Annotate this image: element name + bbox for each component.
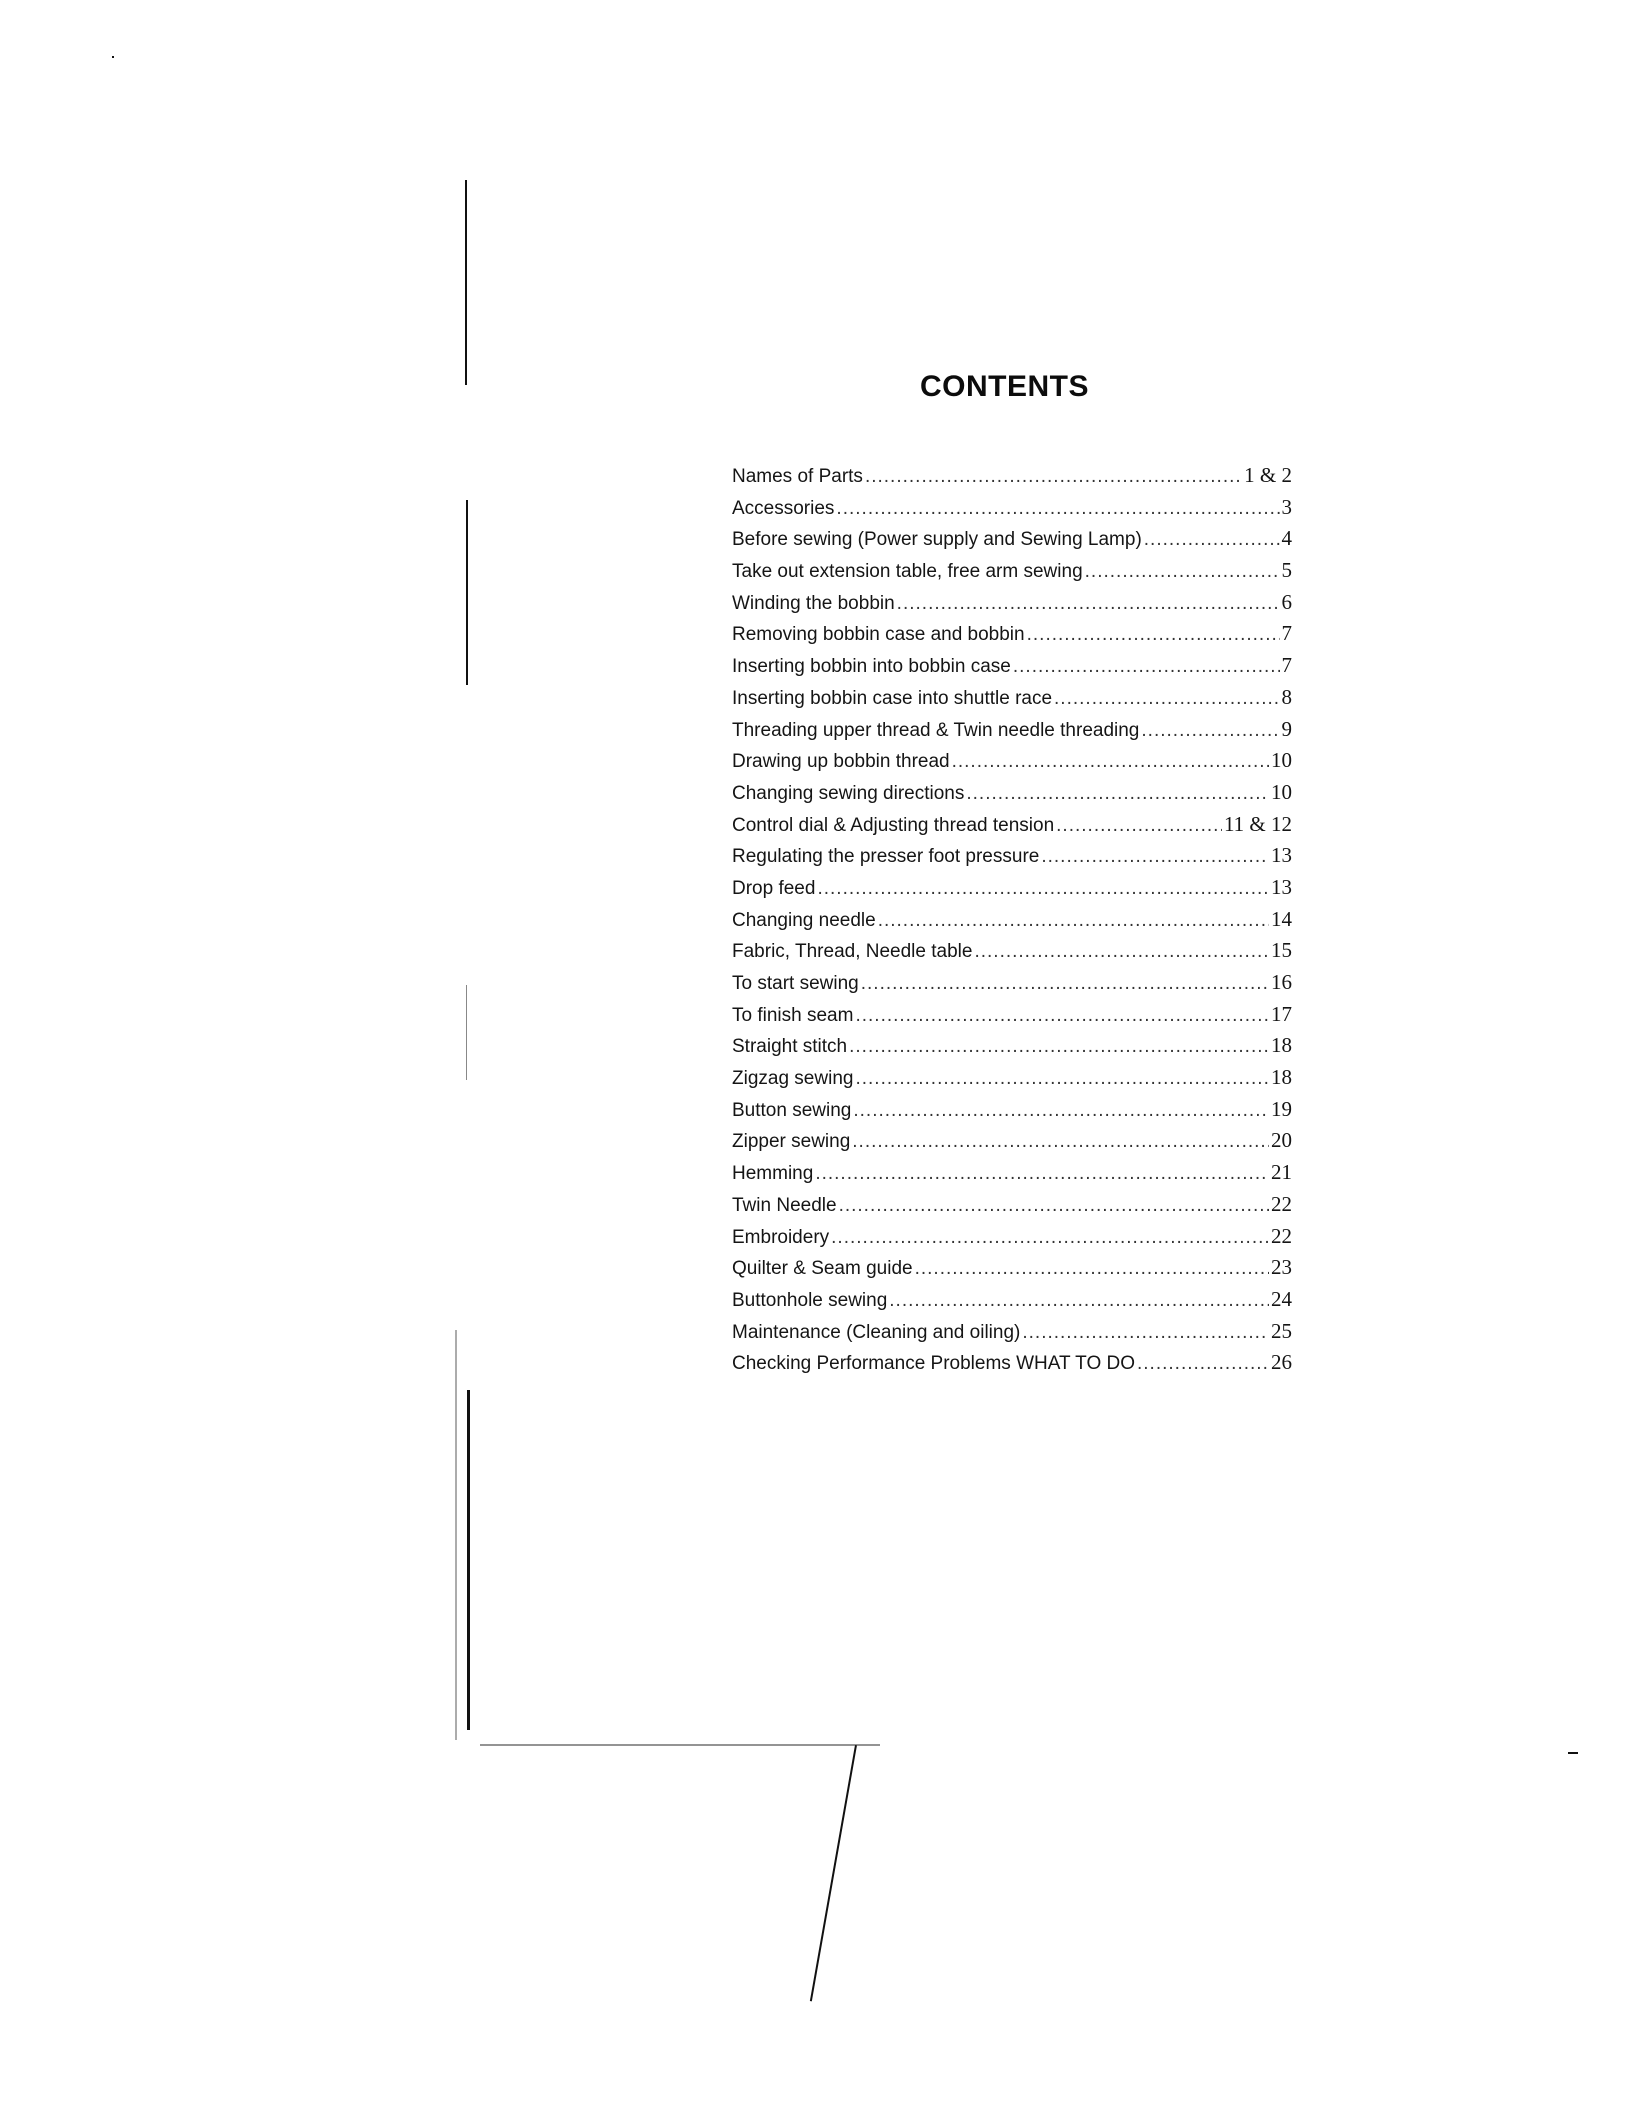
toc-dot-leader: [1054, 683, 1279, 715]
toc-entry-label: Changing sewing directions: [732, 782, 965, 804]
toc-entry-page: 18: [1271, 1033, 1292, 1058]
toc-entry: [732, 872, 1292, 904]
toc-entry: [732, 1252, 1292, 1284]
scan-edge-line-top: [465, 180, 467, 385]
toc-entry-page: 1 & 2: [1244, 463, 1292, 487]
toc-entry: [732, 587, 1292, 619]
toc-entry-label: Inserting bobbin case into shuttle race: [732, 687, 1053, 709]
toc-entry-page: 23: [1271, 1255, 1292, 1280]
toc-entry-page: 13: [1271, 874, 1292, 899]
toc-entry-page: 25: [1271, 1318, 1292, 1343]
toc-entry-label: Names of Parts: [732, 466, 863, 487]
toc-entry: [732, 523, 1292, 555]
toc-entry-page: 22: [1271, 1223, 1292, 1248]
toc-entry-label: Quilter & Seam guide: [732, 1258, 913, 1280]
toc-entry: [732, 618, 1292, 650]
toc-entry: [732, 682, 1292, 714]
toc-entry-label: Before sewing (Power supply and Sewing Lamp): [732, 529, 1142, 551]
toc-dot-leader: [817, 873, 1269, 905]
toc-dot-leader: [836, 493, 1279, 525]
toc-entry-page: 14: [1271, 906, 1292, 931]
toc-entry: [732, 555, 1292, 587]
toc-entry: [732, 1189, 1292, 1221]
toc-entry-label: Regulating the presser foot pressure: [732, 846, 1040, 868]
toc-entry: [732, 935, 1292, 967]
toc-entry-page: 7: [1281, 621, 1292, 646]
toc-entry-page: 9: [1281, 716, 1292, 741]
scan-fold-line: [810, 1745, 857, 2001]
toc-entry-page: 10: [1271, 748, 1292, 773]
toc-entry-page: 7: [1281, 653, 1292, 678]
toc-entry-page: 18: [1271, 1065, 1292, 1090]
toc-dot-leader: [966, 778, 1269, 810]
page-title: CONTENTS: [920, 370, 1089, 403]
toc-dot-leader: [855, 1000, 1269, 1032]
scan-edge-line-bottom: [467, 1390, 470, 1730]
toc-dot-leader: [865, 461, 1242, 493]
toc-entry: [732, 1062, 1292, 1094]
toc-entry-label: Buttonhole sewing: [732, 1289, 888, 1311]
toc-dot-leader: [1013, 651, 1280, 683]
toc-entry-label: To start sewing: [732, 973, 859, 994]
toc-entry-label: Changing needle: [732, 909, 876, 931]
toc-entry: [732, 1157, 1292, 1189]
toc-entry-label: Drawing up bobbin thread: [732, 751, 950, 773]
toc-entry-label: Threading upper thread & Twin needle threading: [732, 719, 1140, 741]
toc-entry: [732, 1284, 1292, 1316]
toc-entry-label: Inserting bobbin into bobbin case: [732, 656, 1011, 678]
toc-entry: [732, 650, 1292, 682]
toc-dot-leader: [952, 746, 1269, 778]
toc-dot-leader: [889, 1285, 1269, 1317]
toc-entry: [732, 809, 1292, 841]
toc-dot-leader: [855, 1063, 1269, 1095]
toc-entry-page: 3: [1281, 494, 1292, 519]
toc-entry: [732, 999, 1292, 1031]
toc-entry-page: 15: [1271, 938, 1292, 963]
toc-dot-leader: [1056, 810, 1222, 842]
toc-dot-leader: [852, 1126, 1269, 1158]
toc-entry-page: 19: [1271, 1096, 1292, 1121]
toc-entry-label: Twin Needle: [732, 1194, 837, 1216]
scan-edge-speckle: [455, 1330, 457, 1740]
toc-entry-label: Zigzag sewing: [732, 1068, 854, 1090]
toc-entry-label: To finish seam: [732, 1004, 854, 1026]
toc-entry-page: 16: [1271, 970, 1292, 994]
toc-entry-page: 24: [1271, 1286, 1292, 1311]
toc-entry: [732, 460, 1292, 492]
toc-dot-leader: [974, 936, 1269, 968]
toc-dot-leader: [878, 905, 1269, 937]
toc-dot-leader: [1137, 1348, 1269, 1380]
toc-entry: [732, 967, 1292, 999]
toc-entry: [732, 1221, 1292, 1253]
toc-entry-label: Accessories: [732, 497, 835, 519]
scan-dot: [112, 56, 114, 58]
toc-dot-leader: [915, 1253, 1269, 1285]
toc-entry: [732, 1094, 1292, 1126]
toc-dot-leader: [897, 588, 1280, 620]
toc-dot-leader: [815, 1158, 1269, 1190]
toc-entry-page: 22: [1271, 1191, 1292, 1216]
toc-dot-leader: [1027, 619, 1280, 651]
toc-entry-label: Winding the bobbin: [732, 592, 895, 614]
toc-entry-page: 4: [1281, 526, 1292, 551]
toc-entry-label: Embroidery: [732, 1226, 830, 1248]
toc-entry-page: 5: [1281, 558, 1292, 583]
scan-edge-line-lower: [466, 985, 467, 1080]
toc-entry-label: Take out extension table, free arm sewing: [732, 561, 1083, 583]
toc-entry: [732, 1316, 1292, 1348]
toc-entry-label: Control dial & Adjusting thread tension: [732, 814, 1055, 836]
toc-entry-label: Drop feed: [732, 877, 816, 899]
toc-entry-page: 13: [1271, 843, 1292, 868]
toc-entry-label: Checking Performance Problems WHAT TO DO: [732, 1353, 1135, 1375]
toc-dot-leader: [1085, 556, 1280, 588]
toc-entry-label: Fabric, Thread, Needle table: [732, 941, 973, 963]
toc-dot-leader: [831, 1222, 1269, 1254]
toc-entry-page: 17: [1271, 1001, 1292, 1026]
toc-entry: [732, 492, 1292, 524]
scan-edge-line-middle: [466, 500, 468, 685]
toc-entry: [732, 714, 1292, 746]
toc-entry-page: 8: [1281, 684, 1292, 709]
toc-entry: [732, 1347, 1292, 1379]
toc-entry-page: 6: [1281, 589, 1292, 614]
scan-bottom-dashes: [480, 1744, 880, 1746]
toc-entry: [732, 745, 1292, 777]
toc-dot-leader: [1141, 715, 1279, 747]
toc-entry-label: Maintenance (Cleaning and oiling): [732, 1321, 1021, 1343]
toc-entry-page: 26: [1271, 1350, 1292, 1375]
toc-entry-page: 21: [1271, 1160, 1292, 1185]
toc-entry-page: 20: [1271, 1128, 1292, 1153]
toc-entry-page: 11 & 12: [1223, 811, 1292, 836]
toc-entry: [732, 840, 1292, 872]
table-of-contents: [732, 460, 1292, 1379]
toc-dot-leader: [1041, 841, 1269, 873]
toc-entry-label: Hemming: [732, 1163, 814, 1185]
toc-entry-label: Button sewing: [732, 1099, 852, 1121]
toc-dot-leader: [1144, 524, 1280, 556]
toc-entry: [732, 1030, 1292, 1062]
toc-entry: [732, 1125, 1292, 1157]
toc-entry: [732, 904, 1292, 936]
toc-entry: [732, 777, 1292, 809]
toc-entry-label: Zipper sewing: [732, 1131, 851, 1153]
toc-entry-label: Straight stitch: [732, 1036, 848, 1058]
toc-dot-leader: [861, 968, 1269, 1000]
toc-dot-leader: [853, 1095, 1269, 1127]
toc-entry-page: 10: [1271, 779, 1292, 804]
toc-dot-leader: [1022, 1317, 1269, 1349]
toc-dot-leader: [839, 1190, 1269, 1222]
toc-dot-leader: [849, 1031, 1269, 1063]
scan-dot: [1568, 1752, 1578, 1754]
toc-entry-label: Removing bobbin case and bobbin: [732, 624, 1025, 646]
